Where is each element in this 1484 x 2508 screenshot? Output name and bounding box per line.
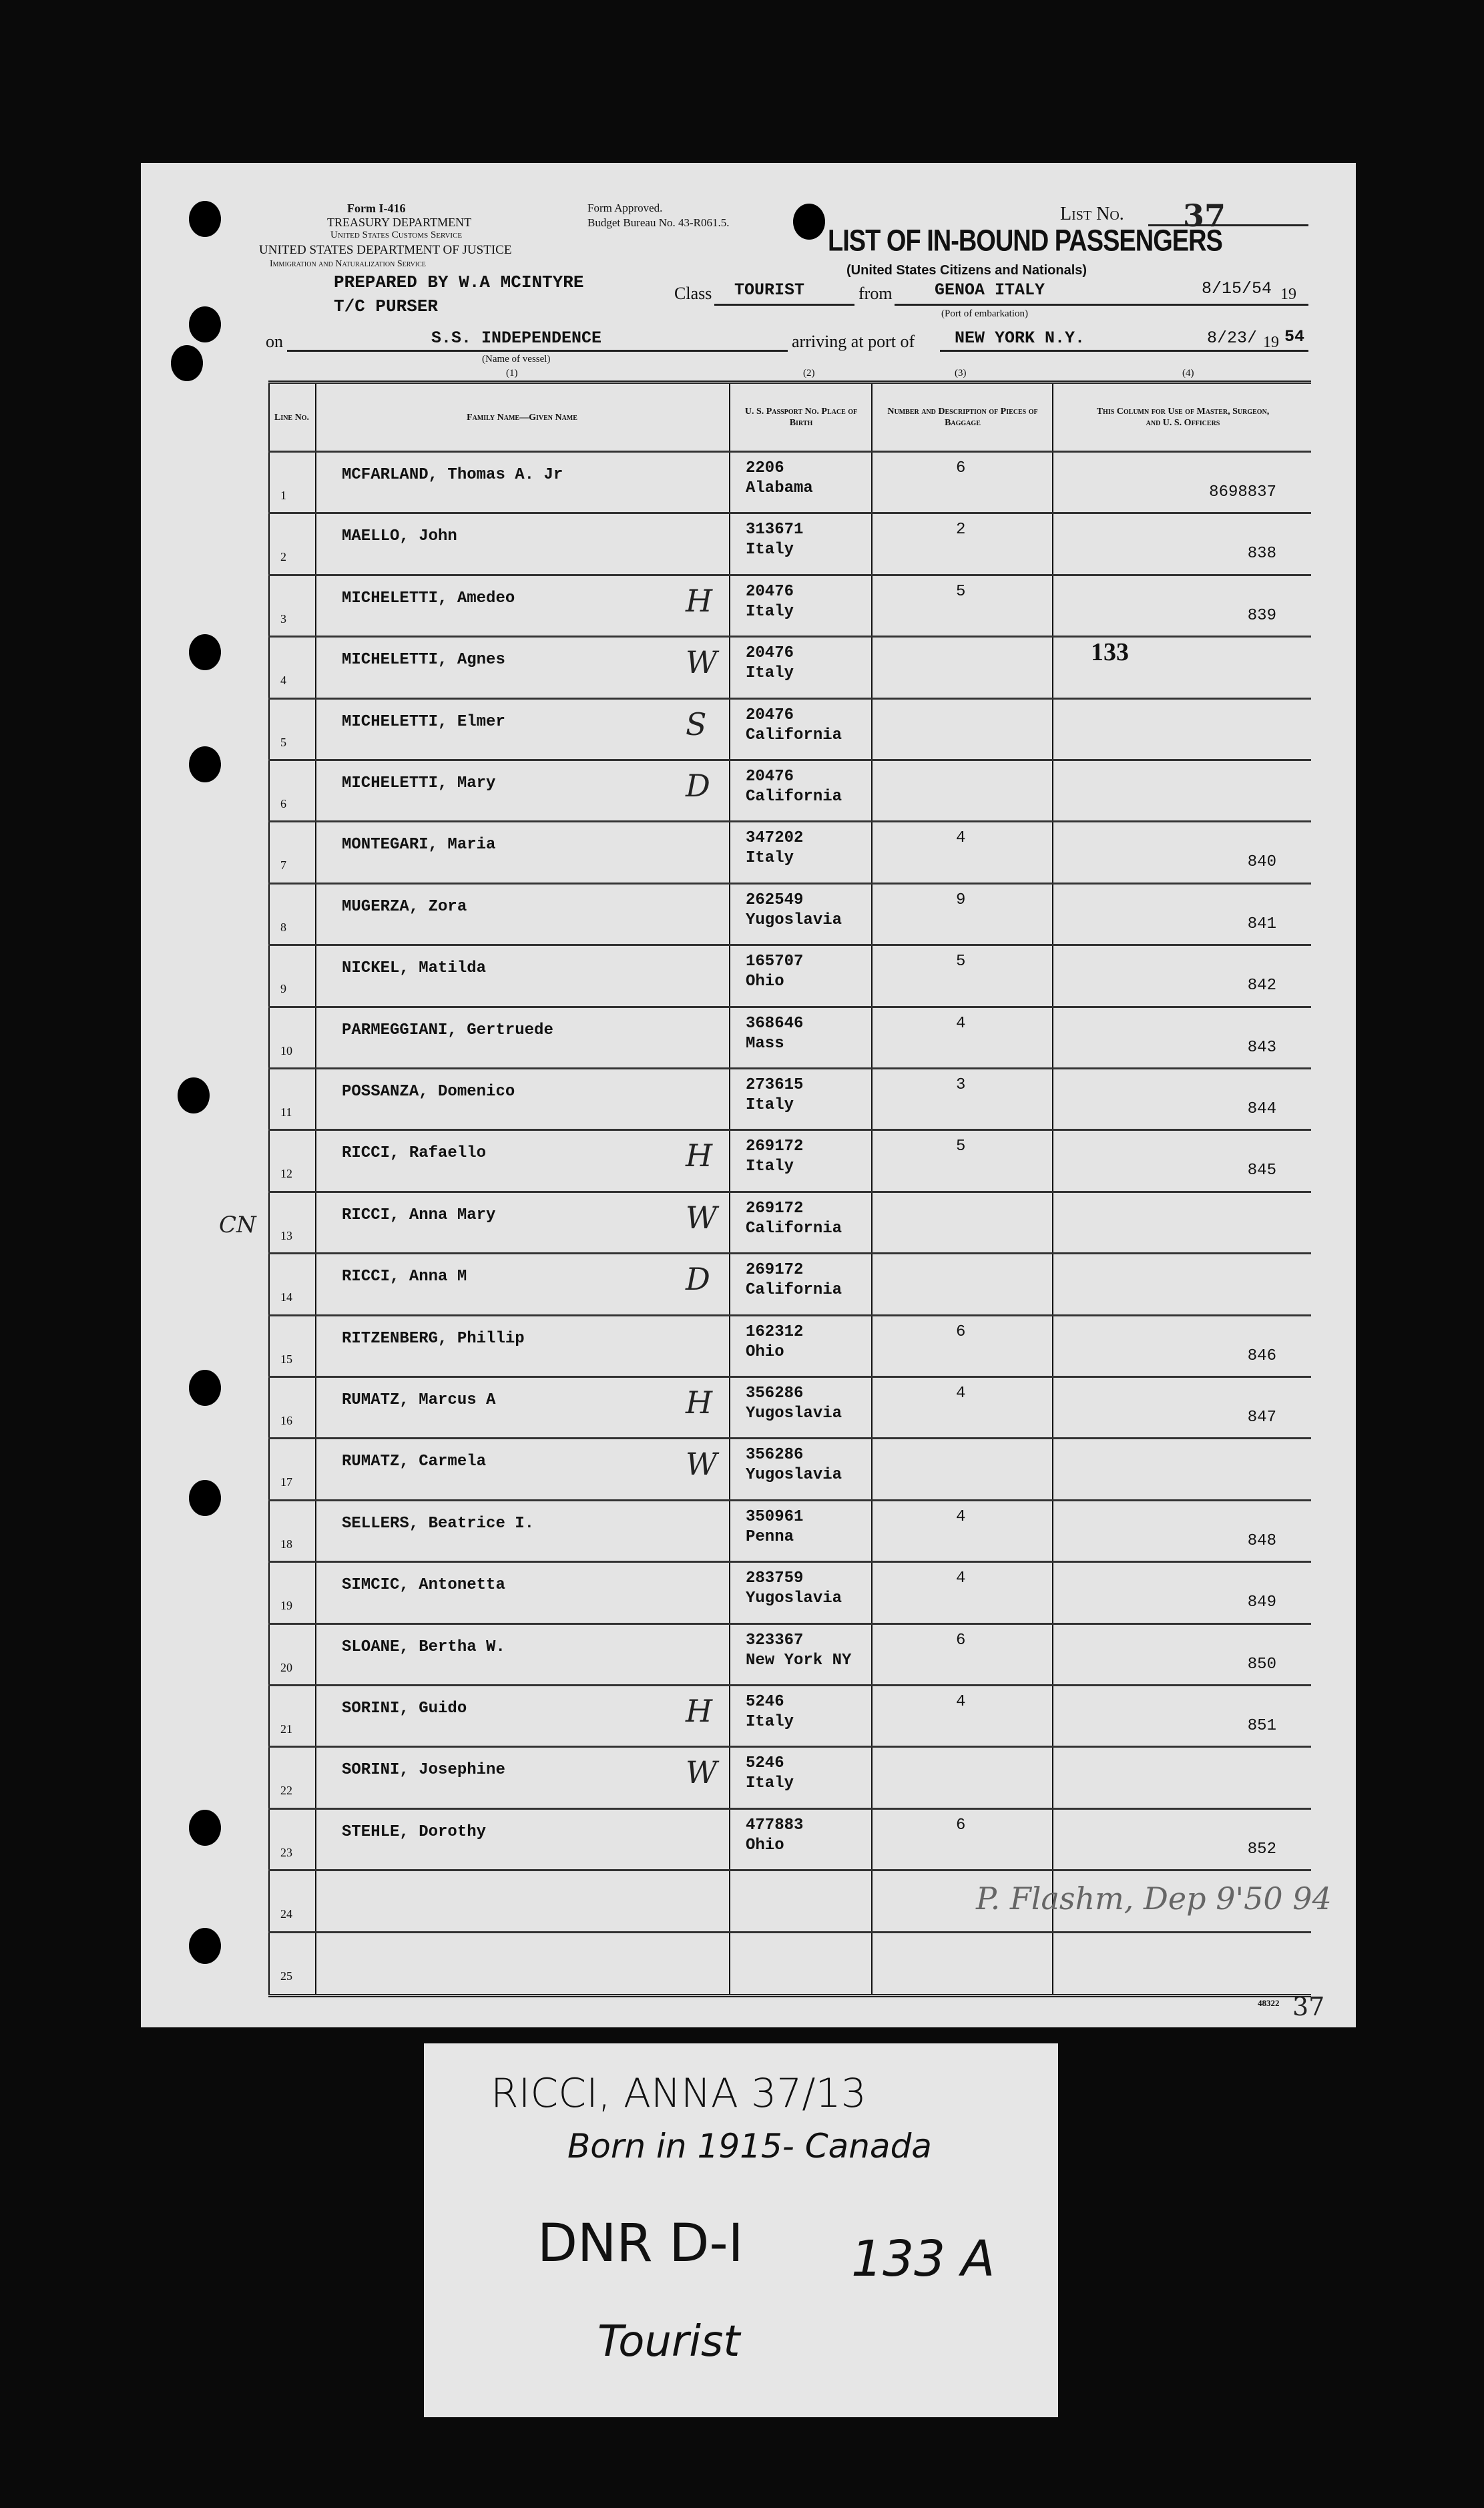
table-row <box>268 944 1311 1007</box>
passenger-name: MICHELETTI, Elmer <box>342 712 505 731</box>
passport-number: 20476 <box>746 768 794 786</box>
table-row <box>268 1314 1311 1378</box>
table-row <box>268 1808 1311 1871</box>
table-row <box>268 451 1311 514</box>
passenger-name: RICCI, Anna M <box>342 1268 467 1286</box>
passenger-name: STEHLE, Dorothy <box>342 1822 487 1841</box>
class-value: TOURIST <box>734 280 805 300</box>
passport-number: 368646 <box>746 1014 804 1033</box>
relationship-mark: W <box>686 1199 718 1236</box>
place-of-birth: Italy <box>746 1158 794 1176</box>
place-of-birth: Ohio <box>746 973 784 991</box>
passport-number: 5246 <box>746 1693 784 1711</box>
officer-number: 840 <box>1247 853 1276 872</box>
passenger-name: MICHELETTI, Agnes <box>342 651 505 670</box>
line-number: 15 <box>280 1352 292 1366</box>
passenger-name: RICCI, Anna Mary <box>342 1206 496 1224</box>
passenger-name: MCFARLAND, Thomas A. Jr <box>342 466 563 484</box>
table-row <box>268 1561 1311 1624</box>
place-of-birth: California <box>746 726 842 744</box>
place-of-birth: Ohio <box>746 1836 784 1854</box>
stamp-133: 133 <box>1091 638 1129 666</box>
line-number: 14 <box>280 1290 292 1304</box>
place-of-birth: Italy <box>746 1096 794 1114</box>
footer-code: 48322 <box>1258 1998 1280 2008</box>
arrival-year-prefix: 19 <box>1263 334 1279 351</box>
passport-number: 356286 <box>746 1446 804 1465</box>
year-prefix: 19 <box>1280 286 1296 303</box>
signature: P. Flashm, Dep 9'50 94 <box>976 1880 1332 1917</box>
vessel-name: S.S. INDEPENDENCE <box>431 328 602 348</box>
baggage-count: 4 <box>956 829 966 848</box>
table-row <box>268 759 1311 822</box>
punch-hole <box>189 1480 221 1516</box>
line-number: 18 <box>280 1537 292 1551</box>
table-row <box>268 574 1311 638</box>
passenger-name: RICCI, Rafaello <box>342 1144 487 1163</box>
passport-number: 350961 <box>746 1507 804 1526</box>
place-of-birth: California <box>746 1281 842 1300</box>
class-label: Class <box>674 284 712 303</box>
line-number: 25 <box>280 1969 292 1983</box>
on-label: on <box>266 332 283 351</box>
place-of-birth: Yugoslavia <box>746 1405 842 1423</box>
header-officers: This Column for Use of Master, Surgeon, and U. S. Officers <box>1096 407 1270 428</box>
baggage-count: 4 <box>956 1693 966 1711</box>
arrival-year: 54 <box>1284 327 1305 346</box>
relationship-mark: W <box>686 644 718 681</box>
punch-hole <box>189 1810 221 1846</box>
officer-number: 847 <box>1247 1409 1276 1427</box>
card-code: DNR D-I <box>537 2214 744 2274</box>
officer-number: 842 <box>1247 977 1276 995</box>
passenger-name: RITZENBERG, Phillip <box>342 1329 525 1348</box>
table-row <box>268 1376 1311 1439</box>
relationship-mark: H <box>686 1385 713 1421</box>
relationship-mark: D <box>686 1261 710 1298</box>
table-row <box>268 1684 1311 1748</box>
officer-number: 851 <box>1247 1717 1276 1735</box>
officer-number: 845 <box>1247 1162 1276 1180</box>
dept-justice-sub: Immigration and Naturalization Service <box>270 259 426 269</box>
officer-number: 8698837 <box>1209 483 1276 501</box>
budget-bureau: Budget Bureau No. 43-R061.5. <box>587 216 730 229</box>
baggage-count: 4 <box>956 1507 966 1526</box>
line-number: 7 <box>280 858 286 872</box>
line-number: 2 <box>280 550 286 564</box>
prepared-by: PREPARED BY W.A MCINTYRE <box>334 272 584 292</box>
baggage-count: 6 <box>956 1631 966 1650</box>
line-number: 5 <box>280 735 286 749</box>
officer-number: 843 <box>1247 1038 1276 1057</box>
line-number: 10 <box>280 1043 292 1057</box>
punch-hole <box>189 746 221 782</box>
line-number: 1 <box>280 489 286 502</box>
passport-number: 20476 <box>746 706 794 724</box>
relationship-mark: H <box>686 1138 713 1174</box>
punch-hole <box>189 306 221 342</box>
card-class: Tourist <box>597 2317 740 2366</box>
baggage-count: 9 <box>956 891 966 909</box>
officer-number: 848 <box>1247 1531 1276 1550</box>
card-name: RICCI, ANNA 37/13 <box>491 2070 867 2117</box>
place-of-birth: Italy <box>746 664 794 683</box>
line-number: 13 <box>280 1228 292 1242</box>
card-number: 133 A <box>851 2230 995 2288</box>
baggage-count: 3 <box>956 1076 966 1094</box>
header-passport: U. S. Passport No. Place of Birth <box>744 407 858 428</box>
officer-number: 852 <box>1247 1840 1276 1858</box>
passenger-name: MICHELETTI, Amedeo <box>342 589 515 607</box>
table-row <box>268 1623 1311 1686</box>
officer-number: 846 <box>1247 1346 1276 1365</box>
passenger-name: RUMATZ, Carmela <box>342 1453 487 1471</box>
form-number: Form I-416 <box>347 202 406 215</box>
departure-date: 8/15/54 <box>1202 279 1272 298</box>
header-name: Family Name—Given Name <box>467 412 577 423</box>
line-number: 9 <box>280 982 286 996</box>
place-of-birth: Yugoslavia <box>746 911 842 929</box>
line-number: 12 <box>280 1167 292 1181</box>
passport-number: 356286 <box>746 1385 804 1403</box>
passenger-name: POSSANZA, Domenico <box>342 1083 515 1101</box>
baggage-count: 6 <box>956 459 966 477</box>
place-of-birth: Alabama <box>746 479 813 497</box>
baggage-count: 5 <box>956 953 966 971</box>
table-row <box>268 1191 1311 1254</box>
card-birth: Born in 1915- Canada <box>567 2127 932 2166</box>
punch-hole <box>189 1370 221 1406</box>
officer-number: 838 <box>1247 545 1276 563</box>
officer-number: 841 <box>1247 915 1276 933</box>
place-of-birth: Yugoslavia <box>746 1466 842 1485</box>
passenger-name: MAELLO, John <box>342 527 457 546</box>
line-number: 3 <box>280 611 286 625</box>
from-label: from <box>858 284 893 303</box>
col-num-3: (3) <box>955 368 967 379</box>
passport-number: 262549 <box>746 891 804 909</box>
arrival-port: NEW YORK N.Y. <box>955 328 1085 348</box>
col-num-1: (1) <box>506 368 518 379</box>
passenger-name: SORINI, Josephine <box>342 1761 505 1780</box>
table-row <box>268 883 1311 946</box>
passenger-name: SELLERS, Beatrice I. <box>342 1514 535 1533</box>
passenger-name: MUGERZA, Zora <box>342 897 467 916</box>
vessel-caption: (Name of vessel) <box>482 354 551 364</box>
document-title: LIST OF IN-BOUND PASSENGERS <box>828 224 1222 258</box>
line-number: 19 <box>280 1599 292 1613</box>
baggage-count: 4 <box>956 1385 966 1403</box>
relationship-mark: D <box>686 768 710 804</box>
list-no-label: List No. <box>1060 204 1124 224</box>
table-row <box>268 1129 1311 1192</box>
place-of-birth: Italy <box>746 1774 794 1793</box>
passport-number: 477883 <box>746 1816 804 1834</box>
place-of-birth: Italy <box>746 541 794 559</box>
relationship-mark: S <box>686 706 707 742</box>
place-of-birth: New York NY <box>746 1651 852 1670</box>
line-number: 16 <box>280 1414 292 1427</box>
passenger-name: SLOANE, Bertha W. <box>342 1638 505 1656</box>
passenger-name: SIMCIC, Antonetta <box>342 1576 505 1595</box>
relationship-mark: W <box>686 1754 718 1791</box>
punch-hole <box>189 634 221 670</box>
place-of-birth: California <box>746 1219 842 1238</box>
relationship-mark: W <box>686 1446 718 1483</box>
table-row <box>268 698 1311 761</box>
col-num-2: (2) <box>803 368 815 379</box>
baggage-count: 2 <box>956 521 966 539</box>
passport-number: 165707 <box>746 953 804 971</box>
baggage-count: 5 <box>956 582 966 601</box>
place-of-birth: Italy <box>746 849 794 868</box>
baggage-count: 6 <box>956 1322 966 1341</box>
arriving-label: arriving at port of <box>792 332 915 351</box>
place-of-birth: Italy <box>746 602 794 621</box>
place-of-birth: Ohio <box>746 1342 784 1361</box>
from-value: GENOA ITALY <box>935 280 1045 300</box>
punch-hole <box>189 201 221 237</box>
line-number: 8 <box>280 920 286 934</box>
officer-number: 849 <box>1247 1593 1276 1612</box>
line-number: 20 <box>280 1660 292 1674</box>
passenger-name: PARMEGGIANI, Gertruede <box>342 1021 553 1039</box>
col-num-4: (4) <box>1182 368 1194 379</box>
passport-number: 20476 <box>746 644 794 663</box>
place-of-birth: Penna <box>746 1527 794 1546</box>
place-of-birth: California <box>746 788 842 806</box>
document-subtitle: (United States Citizens and Nationals) <box>846 263 1087 278</box>
baggage-count: 4 <box>956 1014 966 1033</box>
table-row <box>268 1869 1311 1933</box>
relationship-mark: H <box>686 582 713 619</box>
line-number: 17 <box>280 1475 292 1489</box>
table-row <box>268 1499 1311 1563</box>
form-approved: Form Approved. <box>587 202 663 214</box>
punch-hole <box>793 204 825 240</box>
dept-treasury-sub: United States Customs Service <box>330 230 463 240</box>
port-caption: (Port of embarkation) <box>941 308 1028 319</box>
baggage-count: 4 <box>956 1569 966 1588</box>
passenger-name: SORINI, Guido <box>342 1700 467 1718</box>
passport-number: 313671 <box>746 521 804 539</box>
passenger-name: NICKEL, Matilda <box>342 959 487 978</box>
punch-hole <box>178 1077 210 1113</box>
table-row <box>268 636 1311 699</box>
line-number: 11 <box>280 1105 292 1119</box>
header-baggage: Number and Description of Pieces of Baggage <box>887 407 1038 428</box>
line-number: 22 <box>280 1784 292 1798</box>
table-row <box>268 1437 1311 1501</box>
margin-mark-cn: CN <box>219 1212 256 1238</box>
passport-number: 269172 <box>746 1261 804 1280</box>
footer-page: 37 <box>1292 1992 1325 2021</box>
passenger-name: MONTEGARI, Maria <box>342 836 496 854</box>
baggage-count: 5 <box>956 1138 966 1156</box>
list-number: 37 <box>1183 198 1226 234</box>
dept-justice: UNITED STATES DEPARTMENT OF JUSTICE <box>259 243 512 257</box>
line-number: 4 <box>280 674 286 688</box>
passport-number: 347202 <box>746 829 804 848</box>
passport-number: 2206 <box>746 459 784 477</box>
table-row <box>268 512 1311 575</box>
line-number: 21 <box>280 1722 292 1736</box>
passenger-name: MICHELETTI, Mary <box>342 774 496 792</box>
table-row <box>268 820 1311 884</box>
line-number: 24 <box>280 1907 292 1921</box>
officer-number: 850 <box>1247 1655 1276 1674</box>
passport-number: 20476 <box>746 582 794 601</box>
place-of-birth: Italy <box>746 1713 794 1731</box>
passenger-name: RUMATZ, Marcus A <box>342 1391 496 1409</box>
table-row <box>268 1746 1311 1809</box>
table-row <box>268 1931 1311 1995</box>
passport-number: 269172 <box>746 1199 804 1218</box>
line-number: 23 <box>280 1845 292 1859</box>
punch-hole <box>171 345 203 381</box>
place-of-birth: Mass <box>746 1034 784 1053</box>
officer-number: 839 <box>1247 606 1276 625</box>
table-row <box>268 1067 1311 1131</box>
place-of-birth: Yugoslavia <box>746 1589 842 1608</box>
header-line-no: Line No. <box>274 412 309 423</box>
passport-number: 162312 <box>746 1322 804 1341</box>
arrival-date: 8/23/ <box>1207 328 1258 348</box>
officer-number: 844 <box>1247 1100 1276 1118</box>
dept-treasury: TREASURY DEPARTMENT <box>327 216 472 229</box>
line-number: 6 <box>280 797 286 810</box>
passport-number: 273615 <box>746 1076 804 1094</box>
punch-hole <box>189 1928 221 1964</box>
passport-number: 269172 <box>746 1138 804 1156</box>
passport-number: 5246 <box>746 1754 784 1773</box>
baggage-count: 6 <box>956 1816 966 1834</box>
passenger-table <box>268 381 1332 1997</box>
prepared-role: T/C PURSER <box>334 296 439 316</box>
passport-number: 323367 <box>746 1631 804 1650</box>
index-card <box>424 2043 1058 2417</box>
table-row <box>268 1252 1311 1316</box>
relationship-mark: H <box>686 1693 713 1729</box>
table-row <box>268 1006 1311 1069</box>
passport-number: 283759 <box>746 1569 804 1588</box>
